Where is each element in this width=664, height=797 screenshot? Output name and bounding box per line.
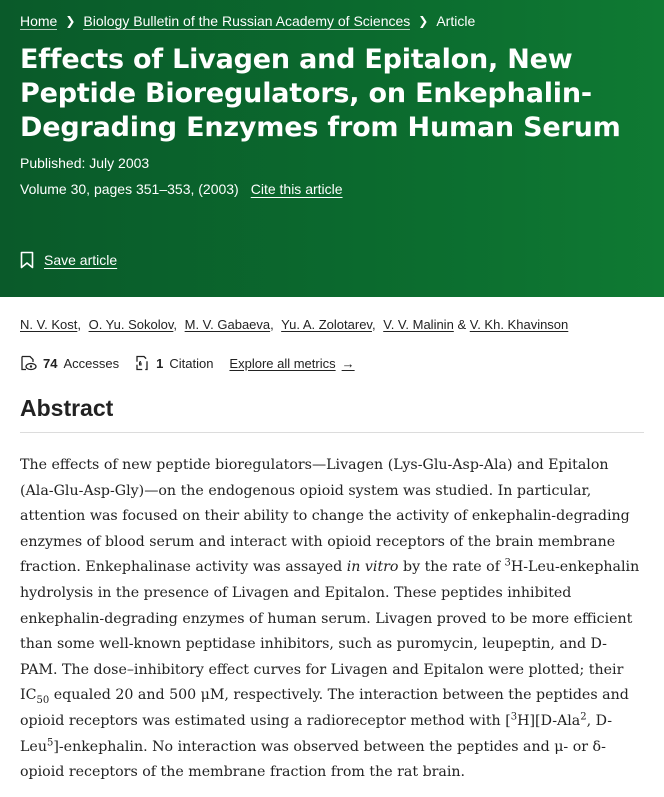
abstract-italic: in vitro xyxy=(346,559,399,576)
abstract-heading: Abstract xyxy=(20,395,644,433)
author-separator: , xyxy=(371,317,376,332)
superscript: 3 xyxy=(504,557,511,569)
author-ampersand: & xyxy=(457,317,467,332)
abstract-segment: H][D-Ala xyxy=(517,712,581,729)
abstract-segment: , D-Leu xyxy=(20,712,613,755)
bookmark-icon xyxy=(20,251,34,269)
volume-text: Volume 30, pages 351–353, (2003) xyxy=(20,181,239,197)
chevron-right-icon: ❯ xyxy=(418,14,429,28)
published-date: Published: July 2003 xyxy=(20,155,150,171)
citations-metric xyxy=(135,355,213,371)
breadcrumb xyxy=(20,12,644,30)
eye-icon xyxy=(20,355,37,371)
save-article-label: Save article xyxy=(44,252,118,268)
article-header xyxy=(0,0,664,297)
citations-count: 1 xyxy=(156,355,164,371)
author-link[interactable]: N. V. Kost xyxy=(20,317,78,332)
superscript: 5 xyxy=(46,736,54,748)
author-separator: , xyxy=(270,317,274,332)
cite-article-link[interactable]: Cite this article xyxy=(250,181,343,197)
author-link[interactable]: O. Yu. Sokolov xyxy=(88,317,174,332)
citations-label: Citation xyxy=(169,355,214,371)
chevron-right-icon: ❯ xyxy=(65,14,76,28)
abstract-segment: The effects of new peptide bioregulators—Livagen (Lys-Glu-Asp-Ala) and Epitalon (Ala-Glu-Asp-Gly)—on the endogenous opioid system was studied. In particular, attention was focused on their ability to change the activity of enkephalin-degrading enzymes of blood serum and interact with opioid receptors of the brain membrane fraction. Enkephalinase activity was assayed xyxy=(20,457,630,576)
abstract-segment: ]-enkephalin. No interaction was observed between the peptides and μ- or δ-opioid receptors of the membrane fraction from the rat brain. xyxy=(20,738,606,781)
superscript: 3 xyxy=(510,711,518,723)
abstract-segment: equaled 20 and 500 μM, respectively. The interaction between the peptides and opioid receptors was estimated using a radioreceptor method with [ xyxy=(20,687,629,729)
abstract-segment: H-Leu-enkephalin hydrolysis in the presence of Livagen and Epitalon. These peptides inhibited enkephalin-degrading enzymes of human serum. Livagen proved to be more efficient than some well-known peptidase inhibitors, such as puromycin, leupeptin, and D-PAM. The dose–inhibitory effect curves for Livagen and Epitalon were plotted; their IC xyxy=(20,559,640,704)
abstract-text xyxy=(20,453,644,786)
superscript: 2 xyxy=(580,711,587,723)
accesses-metric xyxy=(20,355,119,371)
accesses-count: 74 xyxy=(43,355,58,371)
author-link[interactable]: V. Kh. Khavinson xyxy=(469,317,569,332)
breadcrumb-journal-link[interactable]: Biology Bulletin of the Russian Academy of Sciences xyxy=(83,12,411,29)
author-link[interactable]: Yu. A. Zolotarev xyxy=(281,317,372,332)
subscript: 50 xyxy=(36,695,50,707)
explore-metrics-label: Explore all metrics xyxy=(229,355,336,371)
breadcrumb-current: Article xyxy=(436,13,476,29)
citation-icon xyxy=(135,355,150,371)
arrow-right-icon: → xyxy=(341,355,355,371)
accesses-label: Accesses xyxy=(63,355,120,371)
save-article-button[interactable] xyxy=(20,251,644,269)
author-separator: , xyxy=(77,317,81,332)
explore-metrics-link[interactable] xyxy=(229,356,354,371)
author-separator: , xyxy=(173,317,177,332)
author-link[interactable]: M. V. Gabaeva xyxy=(184,317,271,332)
volume-info xyxy=(20,181,644,201)
author-list xyxy=(0,297,664,341)
article-metrics xyxy=(0,353,664,373)
abstract-segment: by the rate of xyxy=(402,559,500,576)
article-title: Effects of Livagen and Epitalon, New Peptide Bioregulators, on Enkephalin-Degrading Enzymes from Human Serum xyxy=(20,44,621,143)
breadcrumb-home-link[interactable]: Home xyxy=(20,12,58,29)
author-link[interactable]: V. V. Malinin xyxy=(383,317,454,332)
